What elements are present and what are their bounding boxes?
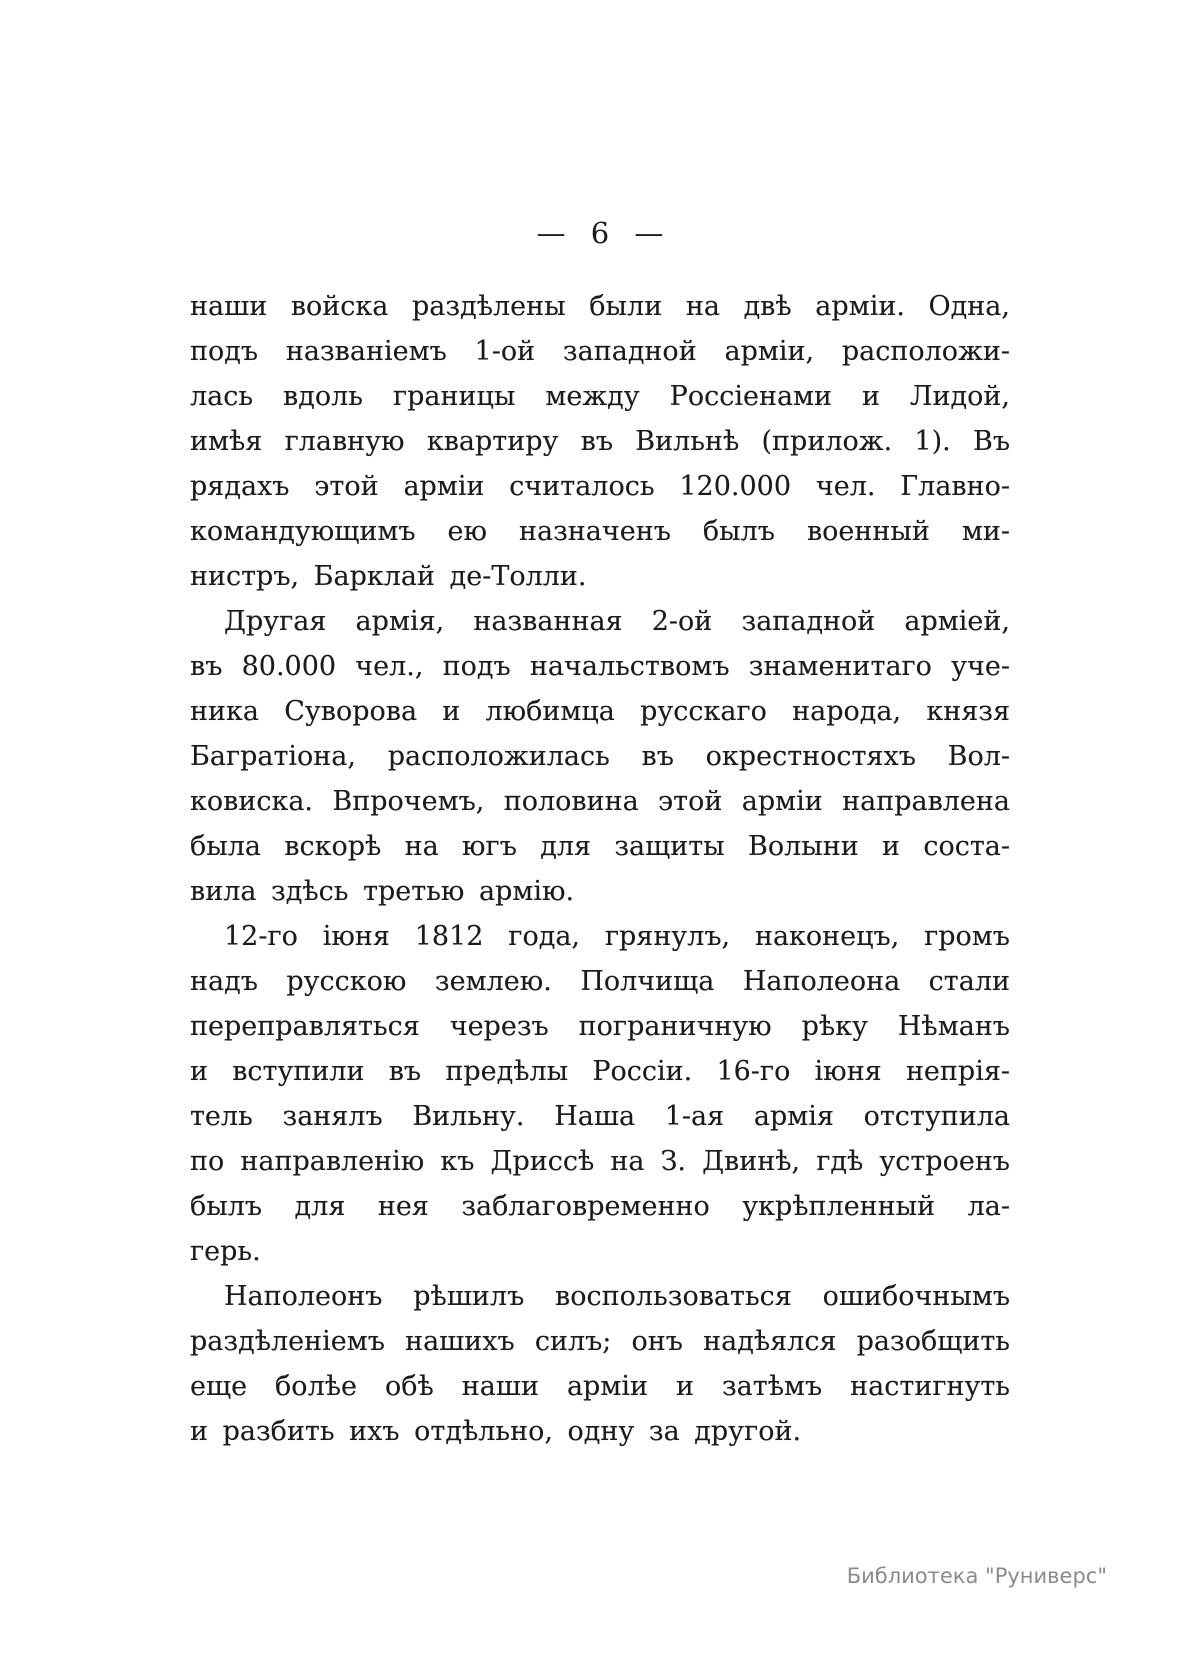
text-line: переправляться черезъ пограничную рѣку Нѣманъ <box>190 1011 1010 1042</box>
page-number-header: — 6 — <box>536 216 664 250</box>
text-line: герь. <box>190 1236 261 1267</box>
text-line: Наполеонъ рѣшилъ воспользоваться ошибочнымъ <box>224 1281 1010 1312</box>
text-line: тель занялъ Вильну. Наша 1-ая армія отступила <box>190 1101 1010 1132</box>
text-line: ковиска. Впрочемъ, половина этой арміи направлена <box>190 786 1010 817</box>
text-line: командующимъ ею назначенъ былъ военный ми- <box>190 516 1010 547</box>
text-line: вила здѣсь третью армію. <box>190 876 575 907</box>
library-watermark: Библиотека "Руниверс" <box>846 1564 1107 1588</box>
text-line: ника Суворова и любимца русскаго народа, князя <box>190 696 1010 727</box>
text-line: рядахъ этой арміи считалось 120.000 чел. Главно- <box>190 471 1010 502</box>
text-line: по направленію къ Дриссѣ на З. Двинѣ, гдѣ устроенъ <box>190 1146 1010 1177</box>
text-line: была вскорѣ на югъ для защиты Волыни и соста- <box>190 831 1010 862</box>
text-line: нистръ, Барклай де-Толли. <box>190 561 587 592</box>
text-line: и разбить ихъ отдѣльно, одну за другой. <box>190 1416 802 1447</box>
text-line: Багратіона, расположилась въ окрестностяхъ Вол- <box>190 741 1010 772</box>
text-line: лась вдоль границы между Россіенами и Лидой, <box>190 381 1010 412</box>
text-line: наши войска раздѣлены были на двѣ арміи. Одна, <box>190 291 1010 322</box>
text-line: еще болѣе обѣ наши арміи и затѣмъ настигнуть <box>190 1371 1010 1402</box>
text-line: былъ для нея заблаговременно укрѣпленный ла- <box>190 1191 1010 1222</box>
text-block <box>190 284 1010 1454</box>
text-line: въ 80.000 чел., подъ начальствомъ знаменитаго уче- <box>190 651 1010 682</box>
text-line: раздѣленіемъ нашихъ силъ; онъ надѣялся разобщить <box>190 1326 1010 1357</box>
text-line: Другая армія, названная 2-ой западной арміей, <box>224 606 1010 637</box>
text-line: подъ названіемъ 1-ой западной арміи, расположи- <box>190 336 1010 367</box>
text-line: имѣя главную квартиру въ Вильнѣ (прилож. 1). Въ <box>190 426 1010 457</box>
text-line: и вступили въ предѣлы Россіи. 16-го іюня непрія- <box>190 1056 1010 1087</box>
text-line: надъ русскою землею. Полчища Наполеона стали <box>190 966 1010 997</box>
text-line: 12-го іюня 1812 года, грянулъ, наконецъ, громъ <box>224 921 1010 952</box>
